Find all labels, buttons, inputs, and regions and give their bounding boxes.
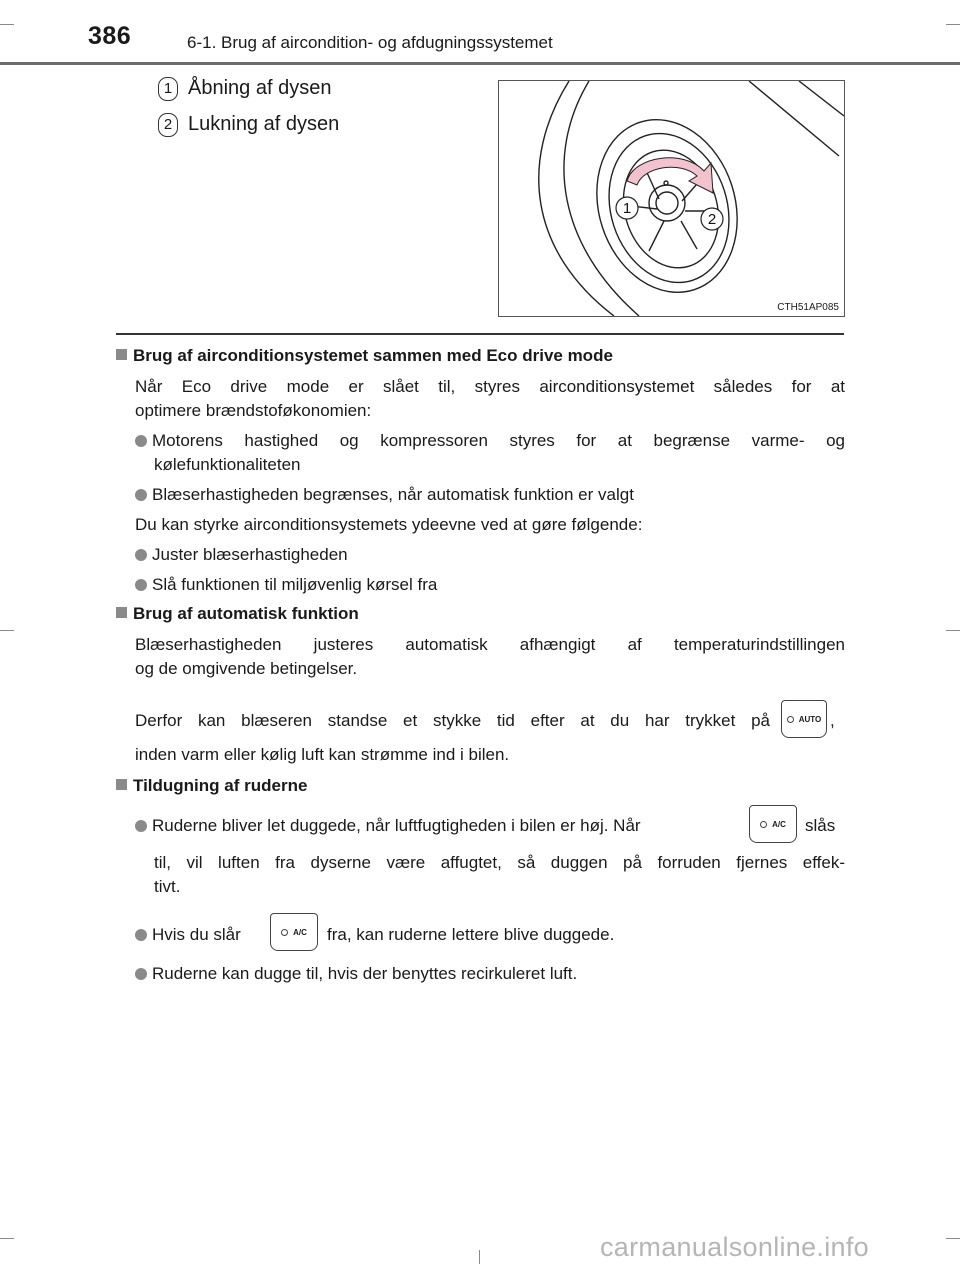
defog-bullet-3 — [135, 962, 845, 986]
auto-comma: , — [830, 711, 835, 730]
heading-auto-mode — [116, 604, 359, 624]
watermark: carmanualsonline.info — [600, 1232, 869, 1262]
section-rule — [116, 333, 844, 335]
heading-eco-drive — [116, 346, 613, 366]
air-vent-drawing — [499, 81, 844, 316]
text-line: optimere brændstoføkonomien: — [135, 401, 372, 420]
text-line: inden varm eller kølig luft kan strømme ind i bilen. — [135, 745, 510, 764]
step-open-vent — [158, 77, 331, 101]
callout-2: 2 — [707, 211, 717, 228]
bullet-dot-icon — [135, 820, 147, 832]
figure-code: CTH51AP085 — [777, 302, 839, 313]
eco-bullet-4 — [135, 573, 845, 597]
bullet-dot-icon — [135, 579, 147, 591]
heading-text: Brug af airconditionsystemet sammen med Eco drive mode — [133, 346, 613, 365]
crop-mark — [946, 630, 960, 631]
indicator-led-icon — [787, 716, 794, 723]
step-label: Lukning af dysen — [188, 113, 340, 135]
auto-text — [135, 633, 845, 681]
step-number: 1 — [158, 77, 178, 101]
text-line: til, vil luften fra dyserne være affugtet, så duggen på forruden fjernes effek- — [154, 853, 845, 872]
indicator-led-icon — [281, 929, 288, 936]
square-bullet-icon — [116, 349, 127, 360]
auto-button-icon — [781, 700, 827, 738]
indicator-led-icon — [760, 821, 767, 828]
text-line: og de omgivende betingelser. — [135, 659, 358, 678]
defog-bullet-1-line-1 — [135, 814, 735, 838]
auto-text-end — [135, 743, 845, 767]
heading-text: Tildugning af ruderne — [133, 776, 308, 795]
bullet-dot-icon — [135, 489, 147, 501]
crop-mark — [0, 1238, 14, 1239]
text-line: kølefunktionaliteten — [154, 455, 301, 474]
button-label: A/C — [293, 927, 307, 937]
button-label: A/C — [772, 819, 786, 829]
crop-mark — [479, 1250, 480, 1264]
vent-illustration — [498, 80, 845, 317]
text-line: Juster blæserhastigheden — [152, 545, 348, 564]
text-line: Ruderne bliver let duggede, når luftfugtigheden i bilen er høj. Når — [152, 816, 641, 835]
heading-defog — [116, 776, 307, 796]
header-rule — [0, 62, 960, 65]
square-bullet-icon — [116, 779, 127, 790]
step-close-vent — [158, 113, 339, 137]
eco-intro — [135, 375, 845, 423]
defog-text-fra: fra, kan ruderne lettere blive duggede. — [327, 925, 615, 944]
crop-mark — [0, 24, 14, 25]
eco-bullet-3 — [135, 543, 845, 567]
text-line: Derfor kan blæseren standse et stykke tid efter at du har trykket på — [135, 711, 770, 730]
button-label: AUTO — [798, 714, 822, 724]
callout-1: 1 — [622, 200, 632, 217]
ac-button-icon — [270, 913, 318, 951]
bullet-dot-icon — [135, 435, 147, 447]
step-label: Åbning af dysen — [188, 77, 332, 99]
text-line: tivt. — [154, 877, 181, 896]
step-number: 2 — [158, 113, 178, 137]
text-line: Du kan styrke airconditionsystemets ydeevne ved at gøre følgende: — [135, 515, 643, 534]
auto-text-press — [135, 709, 770, 733]
heading-text: Brug af automatisk funktion — [133, 604, 359, 623]
text-line: Blæserhastigheden justeres automatisk afhængigt af temperaturindstillingen — [135, 635, 845, 654]
defog-text-slas: slås — [805, 816, 836, 835]
crop-mark — [0, 630, 14, 631]
defog-bullet-2-a — [135, 923, 275, 947]
crop-mark — [946, 1238, 960, 1239]
crop-mark — [946, 24, 960, 25]
text-line: Slå funktionen til miljøvenlig kørsel fra — [152, 575, 438, 594]
text-line: Blæserhastigheden begrænses, når automatisk funktion er valgt — [152, 485, 634, 504]
eco-bullet-1 — [135, 429, 845, 477]
text-line: Når Eco drive mode er slået til, styres airconditionsystemet således for at — [135, 377, 845, 396]
text-line: Ruderne kan dugge til, hvis der benyttes recirkuleret luft. — [152, 964, 578, 983]
defog-bullet-1-cont — [154, 851, 845, 899]
text-line: Hvis du slår — [152, 925, 241, 944]
eco-bullet-2 — [135, 483, 845, 507]
bullet-dot-icon — [135, 968, 147, 980]
bullet-dot-icon — [135, 929, 147, 941]
text-line: Motorens hastighed og kompressoren styres for at begrænse varme- og — [152, 431, 845, 450]
square-bullet-icon — [116, 607, 127, 618]
chapter-title: 6-1. Brug af aircondition- og afdugningssystemet — [187, 33, 553, 52]
page-number: 386 — [88, 22, 132, 50]
eco-improve — [135, 513, 845, 537]
bullet-dot-icon — [135, 549, 147, 561]
ac-button-icon — [749, 805, 797, 843]
